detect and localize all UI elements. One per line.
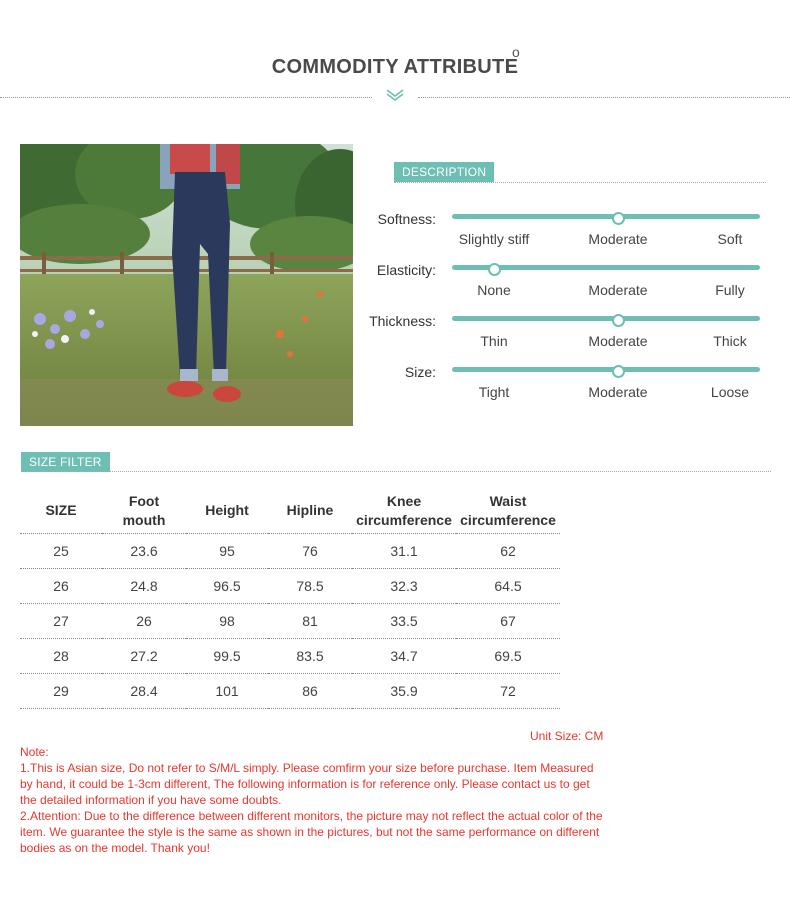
section-title: COMMODITY ATTRIBUTE: [271, 56, 519, 78]
attribute-label: Thickness:: [369, 313, 436, 329]
thickness-knob: [612, 314, 625, 327]
softness-track: [452, 214, 760, 219]
table-row: [20, 639, 560, 674]
option-label: Thick: [713, 333, 747, 349]
column-header: Waist circumference: [456, 488, 560, 534]
table-cell: 32.3: [352, 569, 456, 604]
note-item: 2.Attention: Due to the difference between different monitors, the picture may not reflect the actual color of the item. We guarantee the style is the same as shown in the pictures, but not the same performance on different bodies as on the model. Thank you!: [20, 809, 603, 855]
table-cell: 98: [186, 604, 268, 639]
description-tag: DESCRIPTION: [394, 162, 494, 182]
unit-size-label: Unit Size: CM: [530, 729, 604, 743]
table-cell: 96.5: [186, 569, 268, 604]
column-header: Foot mouth: [102, 488, 186, 534]
elasticity-knob: [488, 263, 501, 276]
option-label: Tight: [478, 384, 510, 400]
option-label: None: [477, 282, 511, 298]
table-cell: 27.2: [102, 639, 186, 674]
table-cell: 99.5: [186, 639, 268, 674]
attribute-label: Size:: [404, 364, 436, 380]
double-chevron-down-icon: [384, 88, 406, 102]
option-label: Moderate: [588, 333, 648, 349]
option-label: Thin: [480, 333, 508, 349]
table-cell: 33.5: [352, 604, 456, 639]
softness-knob: [612, 212, 625, 225]
table-cell: 28: [20, 639, 102, 674]
attribute-label: Softness:: [377, 211, 436, 227]
table-cell: 72: [456, 674, 560, 709]
thickness-track: [452, 316, 760, 321]
note-item: 1.This is Asian size, Do not refer to S/M/L simply. Please comfirm your size before purchase. Item Measured by hand, it could be 1-3cm different, The following information is for reference only. Please contact us to get the detailed information if you have some doubts.: [20, 761, 594, 807]
table-cell: 23.6: [102, 534, 186, 569]
size-knob: [612, 365, 625, 378]
table-cell: 24.8: [102, 569, 186, 604]
option-label: Loose: [710, 384, 750, 400]
table-cell: 29: [20, 674, 102, 709]
table-cell: 67: [456, 604, 560, 639]
option-label: Slightly stiff: [458, 231, 530, 247]
column-header: SIZE: [20, 488, 102, 534]
table-cell: 69.5: [456, 639, 560, 674]
table-cell: 27: [20, 604, 102, 639]
size-filter-divider: [21, 471, 771, 472]
table-cell: 35.9: [352, 674, 456, 709]
note-heading: Note:: [20, 745, 49, 759]
table-cell: 62: [456, 534, 560, 569]
table-cell: 95: [186, 534, 268, 569]
attribute-label: Elasticity:: [376, 262, 436, 278]
table-cell: 26: [20, 569, 102, 604]
option-label: Moderate: [588, 384, 648, 400]
table-cell: 101: [186, 674, 268, 709]
table-cell: 25: [20, 534, 102, 569]
table-cell: 78.5: [268, 569, 352, 604]
table-cell: 86: [268, 674, 352, 709]
option-label: Fully: [715, 282, 745, 298]
option-label: Moderate: [588, 282, 648, 298]
title-degree-mark: o: [512, 44, 520, 60]
table-cell: 26: [102, 604, 186, 639]
size-table-header: [20, 488, 560, 534]
product-photo: [20, 144, 353, 426]
table-row: [20, 569, 560, 604]
table-row: [20, 604, 560, 639]
table-cell: 31.1: [352, 534, 456, 569]
size-table: [20, 488, 560, 709]
option-label: Moderate: [588, 231, 648, 247]
table-cell: 83.5: [268, 639, 352, 674]
table-cell: 76: [268, 534, 352, 569]
table-cell: 28.4: [102, 674, 186, 709]
table-cell: 34.7: [352, 639, 456, 674]
table-cell: 64.5: [456, 569, 560, 604]
size-filter-tag: SIZE FILTER: [21, 452, 110, 472]
column-header: Height: [186, 488, 268, 534]
option-label: Soft: [717, 231, 743, 247]
header-divider-left: [0, 97, 372, 98]
table-row: [20, 674, 560, 709]
header-divider-right: [418, 97, 790, 98]
table-row: [20, 534, 560, 569]
note-block: [20, 744, 605, 856]
size-track: [452, 367, 760, 372]
table-cell: 81: [268, 604, 352, 639]
description-divider: [394, 182, 766, 183]
column-header: Knee circumference: [352, 488, 456, 534]
column-header: Hipline: [268, 488, 352, 534]
